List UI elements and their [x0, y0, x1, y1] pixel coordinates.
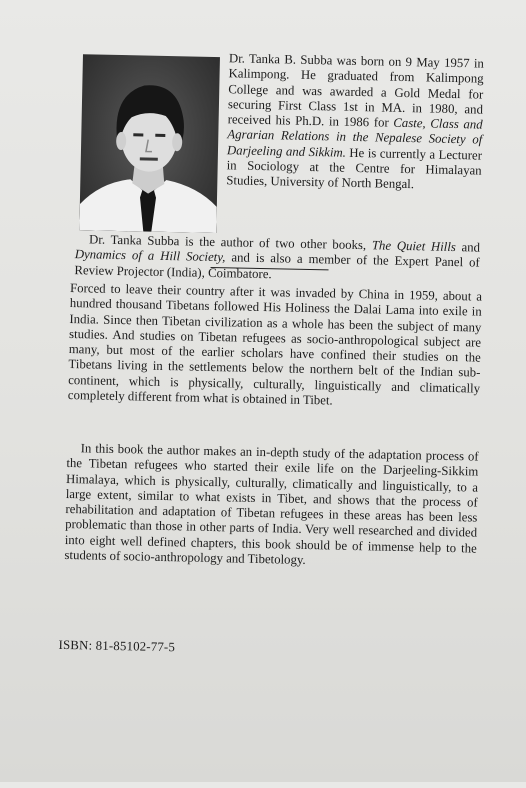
book-title-dynamics: Dynamics of a Hill Society,: [74, 247, 226, 265]
thesis-title: Caste, Class and Agrarian Relations in the Nepalese Society of Darjeeling and Sikkim.: [226, 115, 483, 160]
blurb-paragraph-1: Forced to leave their country after it was invaded by China in 1959, about a hundred thousand Tibetans followed His Holiness the Dalai Lama into exile in India. Since then Tibetan civilization as a whole has been the subject of many studies. And studies on Tibetan refugees as socio-anthropological subject are many, but most of the earlier scholars have confined their studies on the Tibetans living in the settlements below the northern belt of the Indian sub-continent, which is physically, culturally, linguistically and climatically completely different from what is obtained in Tibet.: [67, 281, 483, 408]
blurb-paragraph-2: In this book the author makes an in-depth study of the adaptation process of the Tibetan refugees who started their exile life on the Darjeeling-Sikkim Himalaya, which is physically, culturally, climatically and linguistically, to a large extent, similar to what exists in Tibet, and shows that the process of rehabilitation and adaptation of Tibetan refugees in these areas has been less problematic than those in other parts of India. Very well researched and divided into eight well defined chapters, this book should be of immense help to the students of socio-anthropology and Tibetology.: [64, 441, 479, 568]
author-books-paragraph: [74, 232, 480, 286]
bio-intro: Dr. Tanka B. Subba was born on 9 May 1957 in Kalimpong. He graduated from Kalimpong College and was awarded a Gold Medal for securing First Class 1st in MA. in 1980, and received his Ph.D. in 1986 for: [227, 51, 485, 130]
author-bio-paragraph: [226, 51, 484, 194]
books-intro: Dr. Tanka Subba is the author of two other books,: [88, 232, 367, 253]
isbn-number: ISBN: 81-85102-77-5: [58, 637, 176, 655]
author-photo: [79, 54, 220, 233]
panel-membership: and is also a member of the Expert Panel of Review Projector (India), Coimbatore.: [74, 250, 480, 281]
books-and: and: [461, 240, 481, 255]
book-title-quiet-hills: The Quiet Hills: [371, 238, 456, 255]
author-portrait-icon: [79, 54, 220, 233]
bio-position: He is currently a Lecturer in Sociology at the Centre for Himalayan Studies, University of North Bengal.: [226, 145, 483, 192]
